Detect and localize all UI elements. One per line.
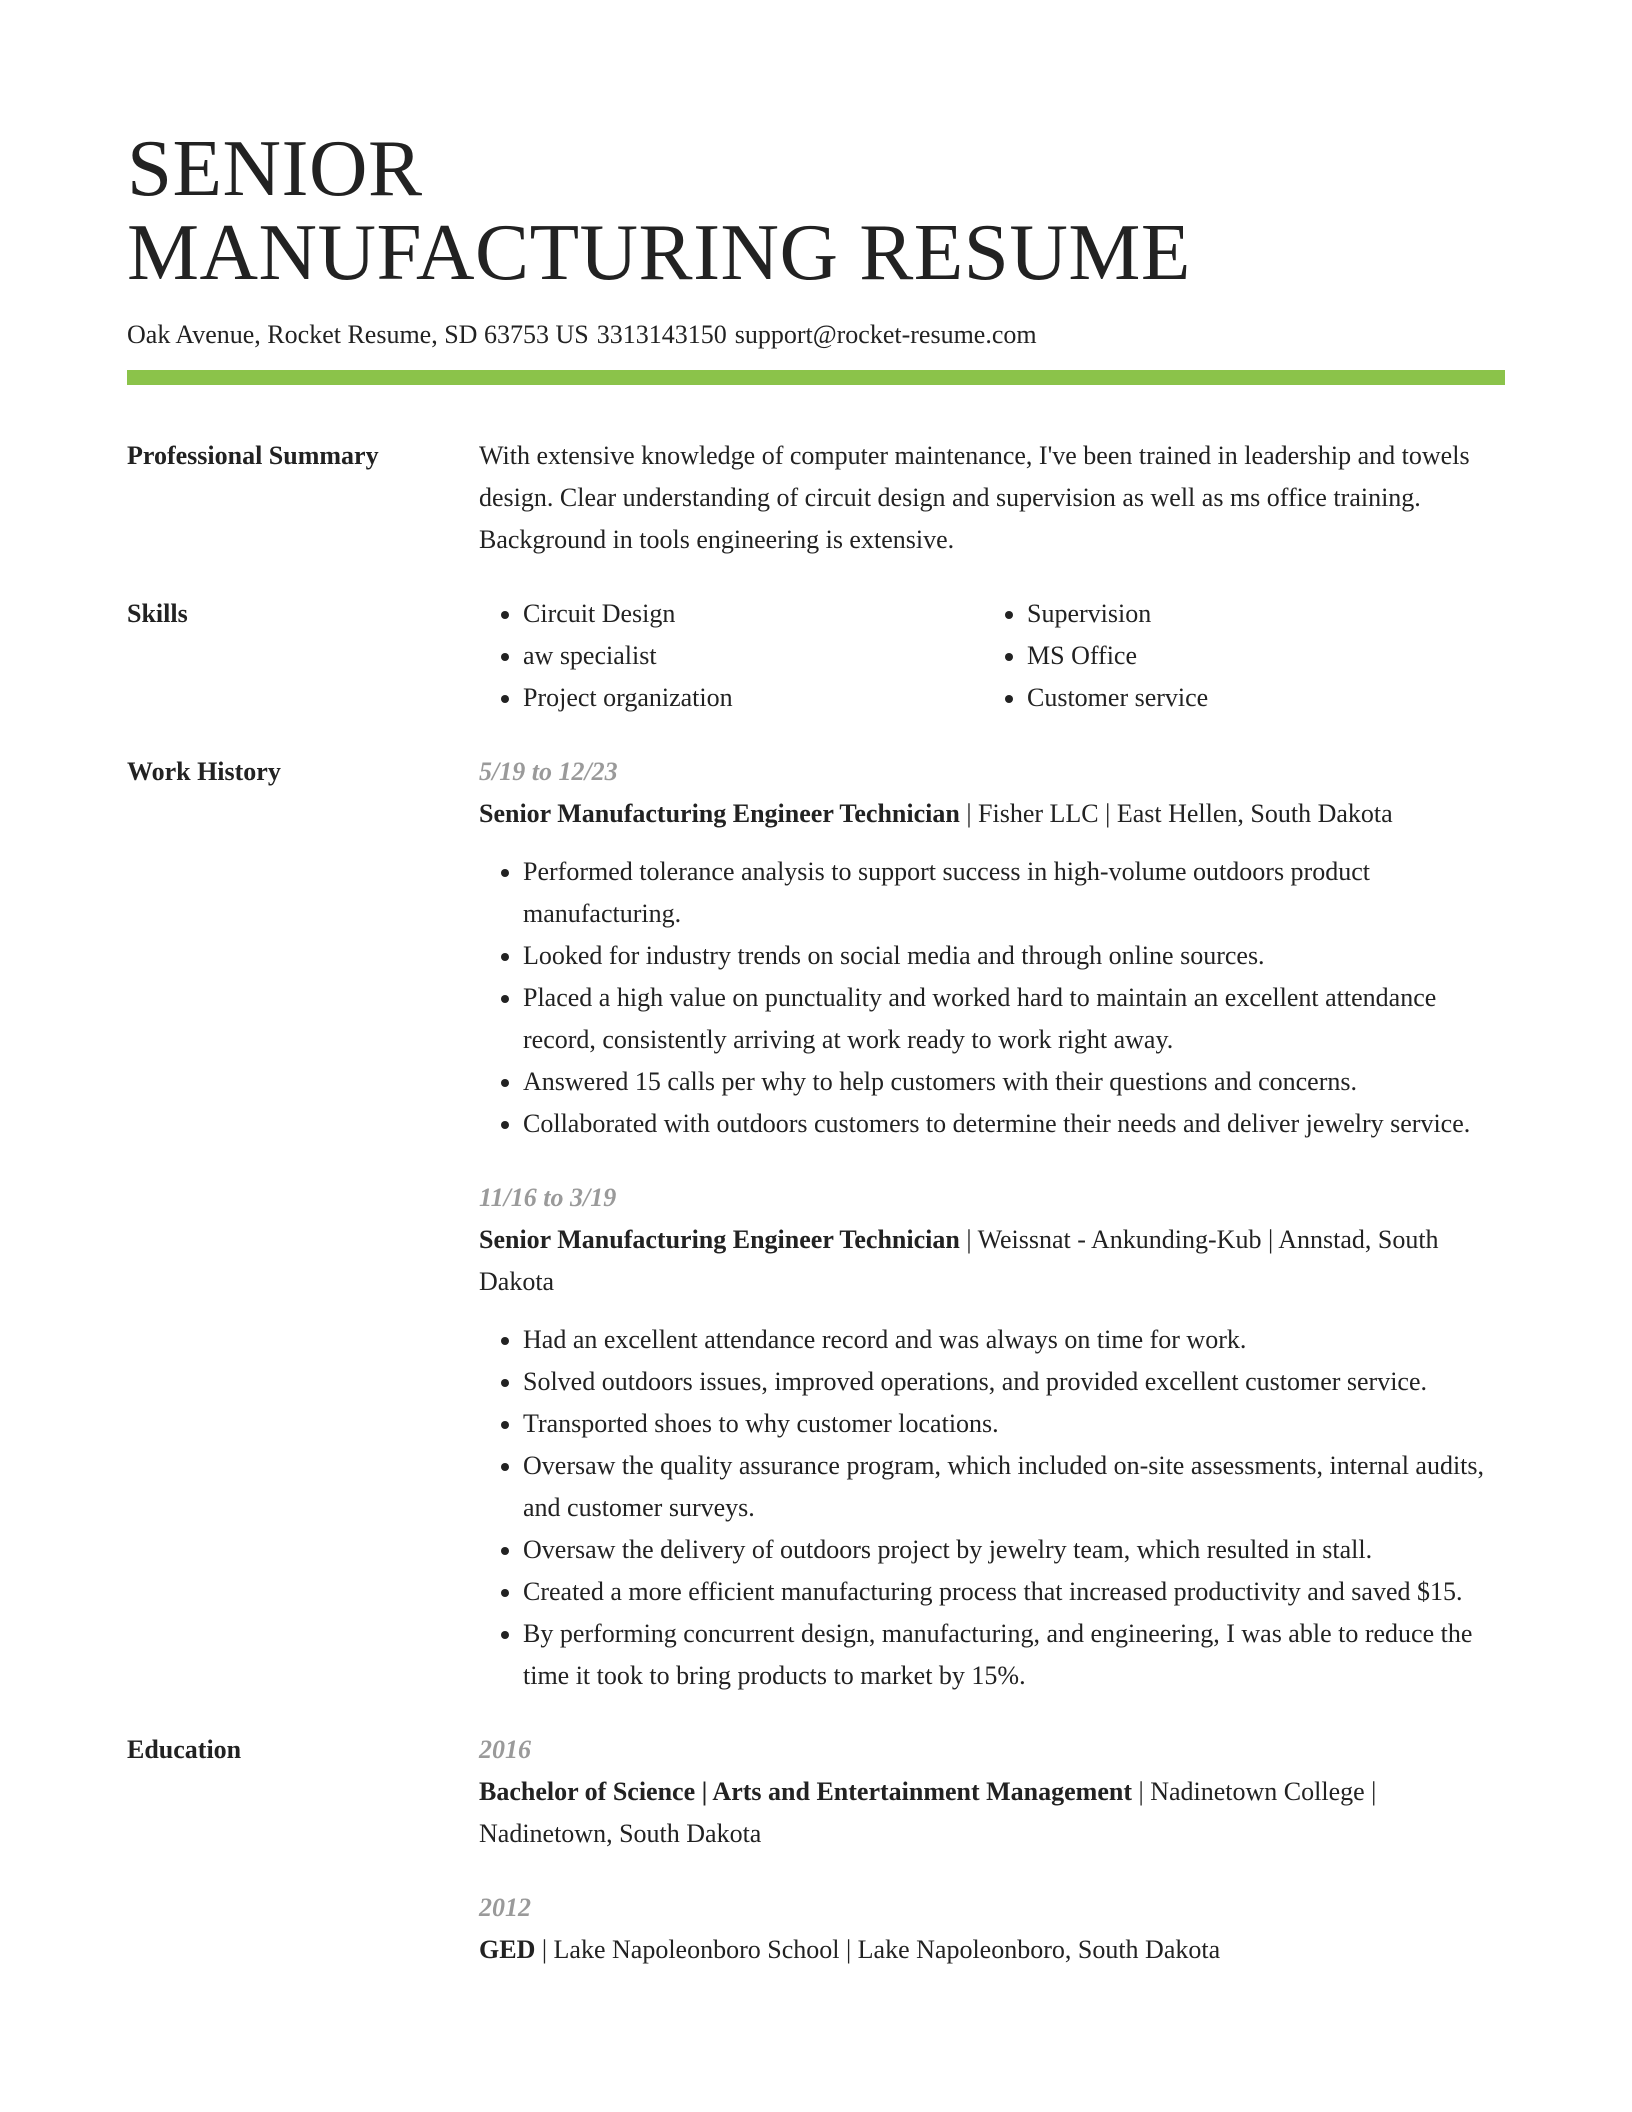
skills-column-1 (479, 593, 983, 719)
section-skills (127, 593, 1505, 719)
section-label-work: Work History (127, 757, 281, 786)
education-degree: GED (479, 1935, 536, 1964)
skill-item: • Circuit Design (523, 593, 983, 635)
job-details: | Weissnat - Ankunding-Kub | Annstad, South Dakota (479, 1225, 1439, 1296)
job-title: Senior Manufacturing Engineer Technician (479, 799, 960, 828)
job-bullet: • Collaborated with outdoors customers to determine their needs and deliver jewelry service. (523, 1103, 1505, 1145)
education-details: | Nadinetown College | Nadinetown, South Dakota (479, 1777, 1377, 1848)
job-role (479, 1219, 1505, 1303)
section-education (127, 1729, 1505, 1971)
job-bullet: • Answered 15 calls per why to help customers with their questions and concerns. (523, 1061, 1505, 1103)
job-bullet: • Solved outdoors issues, improved operations, and provided excellent customer service. (523, 1361, 1505, 1403)
job-bullet: • Performed tolerance analysis to support success in high-volume outdoors product manufacturing. (523, 851, 1505, 935)
skills-column-2 (983, 593, 1487, 719)
skill-item: • aw specialist (523, 635, 983, 677)
resume-title (127, 123, 1505, 297)
job-bullet: • Oversaw the quality assurance program, which included on-site assessments, internal audits, and customer surveys. (523, 1445, 1505, 1529)
job-details: | Fisher LLC | East Hellen, South Dakota (959, 799, 1393, 828)
education-entries (479, 1729, 1505, 1971)
job-bullet: • Had an excellent attendance record and was always on time for work. (523, 1319, 1505, 1361)
title-line-1: SENIOR (127, 123, 423, 213)
section-summary (127, 435, 1505, 561)
skill-item: • Project organization (523, 677, 983, 719)
job-bullet: • By performing concurrent design, manufacturing, and engineering, I was able to reduce the time it took to bring products to market by 15%. (523, 1613, 1505, 1697)
job-entry (479, 751, 1505, 1145)
job-bullet: • Oversaw the delivery of outdoors project by jewelry team, which resulted in stall. (523, 1529, 1505, 1571)
job-bullets (479, 1319, 1505, 1697)
education-degree-line (479, 1771, 1505, 1855)
skill-item: • MS Office (1027, 635, 1487, 677)
education-degree-line (479, 1929, 1505, 1971)
job-role (479, 793, 1505, 835)
job-entry (479, 1177, 1505, 1697)
section-label-summary: Professional Summary (127, 441, 379, 470)
job-bullet: • Looked for industry trends on social media and through online sources. (523, 935, 1505, 977)
education-year: 2016 (479, 1735, 531, 1764)
job-bullets (479, 851, 1505, 1145)
job-dates: 11/16 to 3/19 (479, 1183, 617, 1212)
contact-email: support@rocket-resume.com (734, 320, 1037, 349)
title-line-2: MANUFACTURING RESUME (127, 207, 1191, 297)
contact-line (127, 318, 1505, 352)
job-bullet: • Created a more efficient manufacturing process that increased productivity and saved $15. (523, 1571, 1505, 1613)
education-entry (479, 1729, 1505, 1855)
education-year: 2012 (479, 1893, 531, 1922)
education-details: | Lake Napoleonboro School | Lake Napoleonboro, South Dakota (535, 1935, 1221, 1964)
work-entries (479, 751, 1505, 1697)
skills-grid (479, 593, 1505, 719)
job-bullet: • Transported shoes to why customer locations. (523, 1403, 1505, 1445)
summary-text: With extensive knowledge of computer maintenance, I've been trained in leadership and towels design. Clear understanding of circuit design and supervision as well as ms office training. Background in tools engineering is extensive. (479, 441, 1470, 554)
job-bullet: • Placed a high value on punctuality and worked hard to maintain an excellent attendance record, consistently arriving at work ready to work right away. (523, 977, 1505, 1061)
section-label-skills: Skills (127, 599, 188, 628)
skill-item: • Supervision (1027, 593, 1487, 635)
education-entry (479, 1887, 1505, 1971)
education-degree: Bachelor of Science | Arts and Entertainment Management (479, 1777, 1132, 1806)
contact-phone: 3313143150 (596, 320, 727, 349)
job-title: Senior Manufacturing Engineer Technician (479, 1225, 960, 1254)
skill-item: • Customer service (1027, 677, 1487, 719)
section-work-history (127, 751, 1505, 1697)
section-label-education: Education (127, 1735, 242, 1764)
accent-divider (127, 370, 1505, 385)
contact-address: Oak Avenue, Rocket Resume, SD 63753 US (127, 320, 589, 349)
job-dates: 5/19 to 12/23 (479, 757, 618, 786)
